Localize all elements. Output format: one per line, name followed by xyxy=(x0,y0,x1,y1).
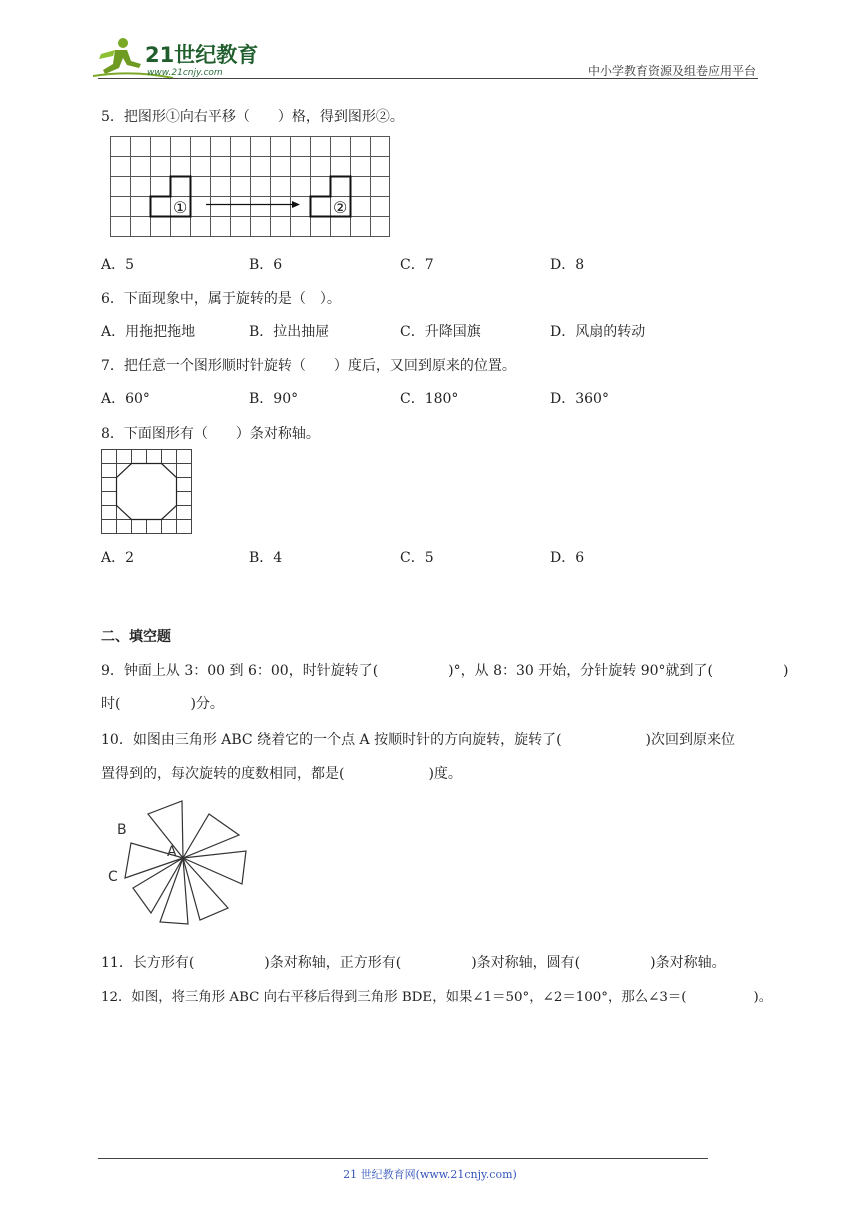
q8-option-b[interactable]: B．4 xyxy=(249,550,283,566)
section-title: 二、填空题 xyxy=(101,629,171,645)
q8-stem: 8．下面图形有（ ）条对称轴。 xyxy=(101,426,320,442)
q7-option-d[interactable]: D．360° xyxy=(550,391,609,407)
footer-divider xyxy=(98,1158,708,1159)
rotated-triangles xyxy=(125,801,246,924)
q11-stem: 11．长方形有( )条对称轴，正方形有( )条对称轴，圆有( )条对称轴。 xyxy=(101,955,726,971)
q6-option-b[interactable]: B．拉出抽屉 xyxy=(249,324,330,340)
q9-line1: 9．钟面上从 3：00 到 6：00，时针旋转了( )°，从 8：30 开始，分针旋转 90°就到了( ) xyxy=(101,663,789,679)
q6-option-c[interactable]: C．升降国旗 xyxy=(400,324,481,340)
shape-1-label: ① xyxy=(173,198,188,217)
site-logo xyxy=(93,34,263,80)
footer-link[interactable]: 21 世纪教育网(www.21cnjy.com) xyxy=(343,1168,517,1181)
logo-url: www.21cnjy.com xyxy=(147,68,223,78)
q7-stem: 7．把任意一个图形顺时针旋转（ ）度后，又回到原来的位置。 xyxy=(101,358,516,374)
header-divider xyxy=(98,78,758,79)
q5-grid xyxy=(110,136,390,237)
q10-line1: 10．如图由三角形 ABC 绕着它的一个点 A 按顺时针的方向旋转，旋转了( )次回到原来位 xyxy=(101,732,736,748)
q9-line2: 时( )分。 xyxy=(101,696,224,712)
q5-stem: 5．把图形①向右平移（ ）格，得到图形②。 xyxy=(101,109,404,125)
q7-option-a[interactable]: A．60° xyxy=(101,391,150,407)
translation-arrow xyxy=(206,201,300,208)
label-b: B xyxy=(117,822,127,838)
q5-option-a[interactable]: A．5 xyxy=(101,257,135,273)
q7-option-b[interactable]: B．90° xyxy=(249,391,299,407)
q8-option-d[interactable]: D．6 xyxy=(550,550,585,566)
q6-stem: 6．下面现象中，属于旋转的是（ ）。 xyxy=(101,291,341,307)
q8-option-a[interactable]: A．2 xyxy=(101,550,135,566)
q5-option-d[interactable]: D．8 xyxy=(550,257,585,273)
platform-name: 中小学教育资源及组卷应用平台 xyxy=(587,64,756,78)
q10-line2: 置得到的，每次旋转的度数相同，都是( )度。 xyxy=(101,766,462,782)
label-c: C xyxy=(108,869,118,885)
shape-2-label: ② xyxy=(333,198,348,217)
q5-grid-figure xyxy=(110,136,392,238)
q10-rotation-figure xyxy=(104,796,254,928)
q7-option-c[interactable]: C．180° xyxy=(400,391,459,407)
q5-option-c[interactable]: C．7 xyxy=(400,257,434,273)
q5-option-b[interactable]: B．6 xyxy=(249,257,283,273)
q12-stem: 12．如图，将三角形 ABC 向右平移后得到三角形 BDE，如果∠1＝50°，∠2＝100°，那么∠3＝( )。 xyxy=(101,990,773,1005)
q8-option-c[interactable]: C．5 xyxy=(400,550,434,566)
q6-option-a[interactable]: A．用拖把拖地 xyxy=(101,324,196,340)
label-a: A xyxy=(167,844,177,860)
logo-text: 21世纪教育 xyxy=(145,43,259,67)
q8-symmetry-figure xyxy=(101,449,193,535)
q6-option-d[interactable]: D．风扇的转动 xyxy=(550,324,646,340)
